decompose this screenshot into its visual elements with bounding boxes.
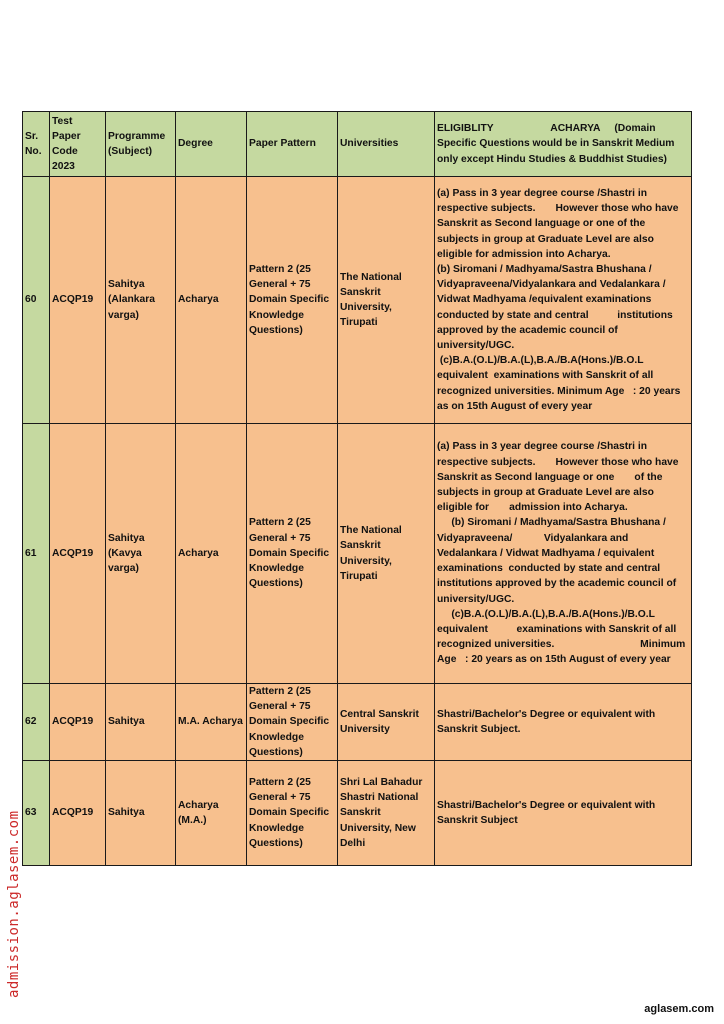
eligibility-table	[22, 111, 692, 866]
cell-sr-no: 63	[23, 761, 50, 866]
cell-eligibility: Shastri/Bachelor's Degree or equivalent with Sanskrit Subject.	[435, 684, 692, 761]
footer-site-name: aglasem.com	[644, 1003, 714, 1015]
table-row	[23, 424, 692, 684]
header-programme: Programme (Subject)	[106, 112, 176, 177]
cell-test-paper-code: ACQP19	[50, 177, 106, 424]
cell-programme: Sahitya (Alankara varga)	[106, 177, 176, 424]
cell-paper-pattern: Pattern 2 (25 General + 75 Domain Specific Knowledge Questions)	[247, 684, 338, 761]
cell-test-paper-code: ACQP19	[50, 684, 106, 761]
header-paper-pattern: Paper Pattern	[247, 112, 338, 177]
table-row	[23, 684, 692, 761]
cell-degree: Acharya	[176, 424, 247, 684]
cell-paper-pattern: Pattern 2 (25 General + 75 Domain Specific Knowledge Questions)	[247, 424, 338, 684]
cell-degree: M.A. Acharya	[176, 684, 247, 761]
cell-sr-no: 60	[23, 177, 50, 424]
cell-paper-pattern: Pattern 2 (25 General + 75 Domain Specific Knowledge Questions)	[247, 177, 338, 424]
header-universities: Universities	[338, 112, 435, 177]
cell-eligibility: (a) Pass in 3 year degree course /Shastri in respective subjects. However those who have Sanskrit as Second language or one of the subjects in group at Graduate Level are also eligible for admission into Acharya. (b) Siromani / Madhyama/Sastra Bhushana / Vidyapraveena/ Vidyalankara and Vedalankara / Vidwat Madhyama / equivalent examinations conducted by state and central institutions approved by the academic council of university/UGC. (c)B.A.(O.L)/B.A.(L),B.A./B.A(Hons.)/B.O.L equivalent examinations with Sanskrit of all recognized universities. Minimum Age : 20 years as on 15th August of every year	[435, 424, 692, 684]
table-row	[23, 177, 692, 424]
cell-degree: Acharya	[176, 177, 247, 424]
header-test-paper-code: Test Paper Code 2023	[50, 112, 106, 177]
cell-eligibility: (a) Pass in 3 year degree course /Shastri in respective subjects. However those who have Sanskrit as Second language or one of the subjects in group at Graduate Level are also eligible for admission into Acharya. (b) Siromani / Madhyama/Sastra Bhushana / Vidyapraveena/Vidyalankara and Vedalankara / Vidwat Madhyama /equivalent examinations conducted by state and central institutions approved by the academic council of university/UGC. (c)B.A.(O.L)/B.A.(L),B.A./B.A(Hons.)/B.O.L equivalent examinations with Sanskrit of all recognized universities. Minimum Age : 20 years as on 15th August of every year	[435, 177, 692, 424]
cell-university: The National Sanskrit University, Tirupati	[338, 177, 435, 424]
cell-test-paper-code: ACQP19	[50, 424, 106, 684]
header-eligibility: ELIGIBLITY ACHARYA (Domain Specific Questions would be in Sanskrit Medium only except Hindu Studies & Buddhist Studies)	[435, 112, 692, 177]
cell-sr-no: 61	[23, 424, 50, 684]
watermark-text: admission.aglasem.com	[6, 810, 22, 998]
header-sr-no: Sr. No.	[23, 112, 50, 177]
cell-test-paper-code: ACQP19	[50, 761, 106, 866]
cell-university: Shri Lal Bahadur Shastri National Sanskrit University, New Delhi	[338, 761, 435, 866]
cell-programme: Sahitya	[106, 684, 176, 761]
cell-programme: Sahitya (Kavya varga)	[106, 424, 176, 684]
cell-university: The National Sanskrit University, Tirupati	[338, 424, 435, 684]
cell-sr-no: 62	[23, 684, 50, 761]
cell-paper-pattern: Pattern 2 (25 General + 75 Domain Specific Knowledge Questions)	[247, 761, 338, 866]
cell-eligibility: Shastri/Bachelor's Degree or equivalent with Sanskrit Subject	[435, 761, 692, 866]
table-header-row	[23, 112, 692, 177]
header-degree: Degree	[176, 112, 247, 177]
cell-programme: Sahitya	[106, 761, 176, 866]
table-row	[23, 761, 692, 866]
cell-degree: Acharya (M.A.)	[176, 761, 247, 866]
cell-university: Central Sanskrit University	[338, 684, 435, 761]
